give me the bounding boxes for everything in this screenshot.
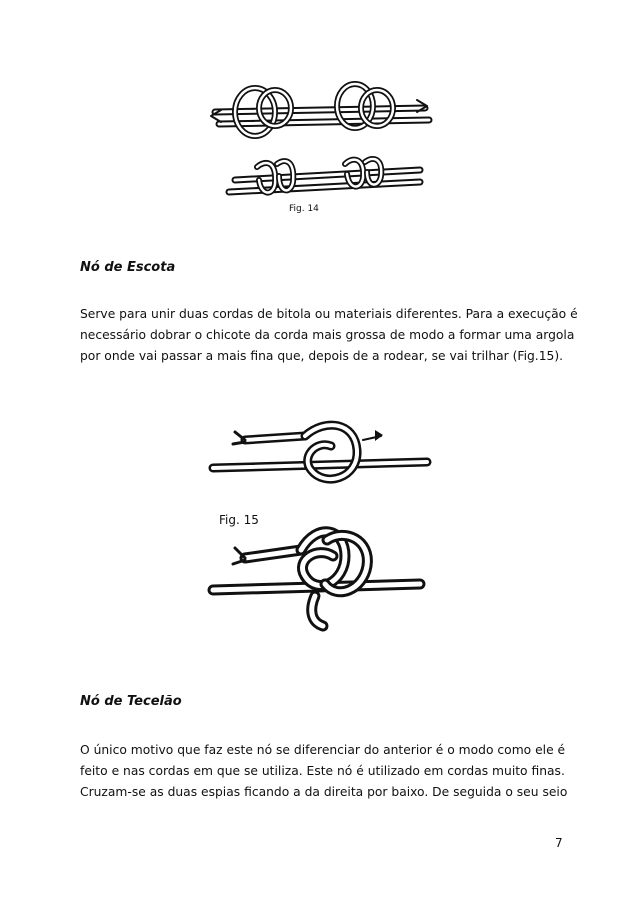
paragraph-no-de-tecelao <box>80 740 580 803</box>
paragraph-line: feito e nas cordas em que se utiliza. Este nó é utilizado em cordas muito finas. <box>80 764 565 778</box>
paragraph-line: por onde vai passar a mais fina que, depois de a rodear, se vai trilhar (Fig.15). <box>80 349 564 363</box>
figure-14-illustration <box>205 72 435 217</box>
figure-14-caption: Fig. 14 <box>289 204 319 214</box>
paragraph-no-de-escota <box>80 304 580 367</box>
paragraph-line: Serve para unir duas cordas de bitola ou materiais diferentes. Para a execução é <box>80 307 578 321</box>
paragraph-line: O único motivo que faz este nó se diferenciar do anterior é o modo como ele é <box>80 743 566 757</box>
figure-15-illustration <box>205 400 435 650</box>
section-heading-no-de-tecelao: Nó de Tecelão <box>80 694 182 709</box>
paragraph-line: Cruzam-se as duas espias ficando a da direita por baixo. De seguida o seu seio <box>80 785 568 799</box>
paragraph-line: necessário dobrar o chicote da corda mais grossa de modo a formar uma argola <box>80 328 575 342</box>
figure-15-caption: Fig. 15 <box>219 513 259 527</box>
section-heading-no-de-escota: Nó de Escota <box>80 260 176 275</box>
page-number: 7 <box>555 836 563 850</box>
